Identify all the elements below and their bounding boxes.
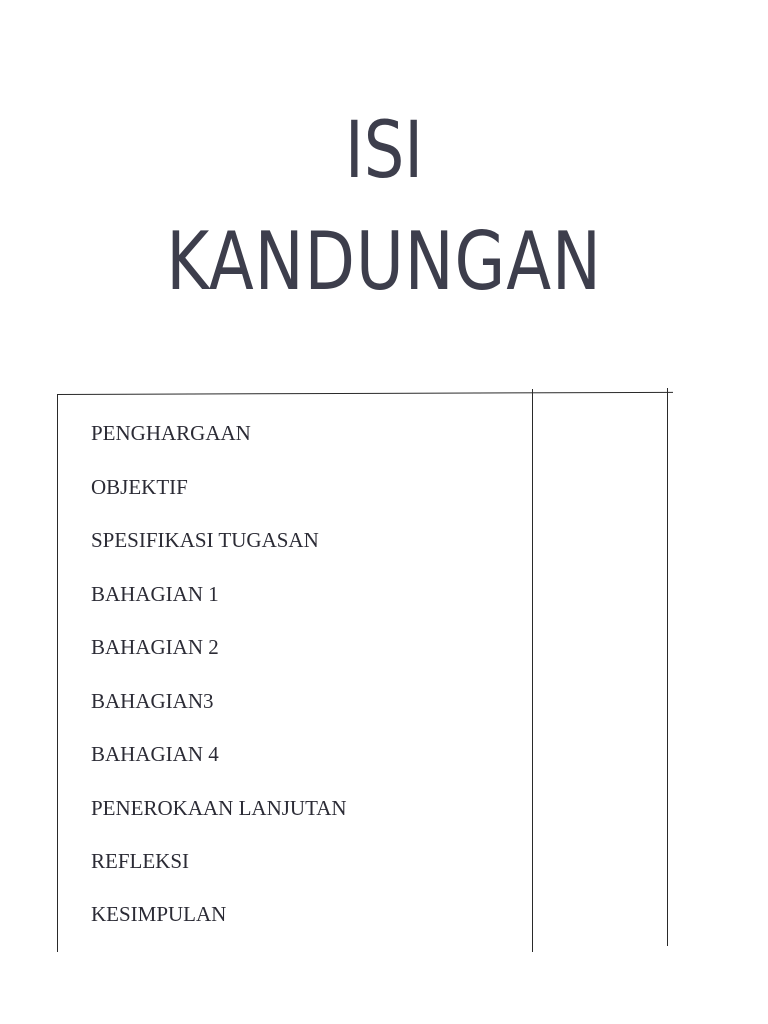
toc-item: PENEROKAAN LANJUTAN bbox=[91, 796, 347, 820]
toc-item: BAHAGIAN 2 bbox=[91, 635, 219, 659]
toc-item: BAHAGIAN 4 bbox=[91, 742, 219, 766]
toc-item: REFLEKSI bbox=[91, 849, 190, 873]
toc-item: PENGHARGAAN bbox=[91, 421, 251, 445]
toc-item: SPESIFIKASI TUGASAN bbox=[91, 528, 319, 552]
toc-item: KESIMPULAN bbox=[91, 902, 227, 926]
title-line-1: ISI bbox=[344, 106, 424, 196]
toc-item: BAHAGIAN3 bbox=[91, 689, 214, 713]
table-top-border bbox=[57, 392, 673, 396]
toc-item: BAHAGIAN 1 bbox=[91, 582, 219, 606]
title-line-2: KANDUNGAN bbox=[166, 215, 602, 308]
table-middle-divider bbox=[532, 389, 533, 952]
toc-item: OBJEKTIF bbox=[91, 475, 188, 499]
table-right-border bbox=[667, 388, 668, 946]
table-left-border bbox=[57, 394, 58, 952]
